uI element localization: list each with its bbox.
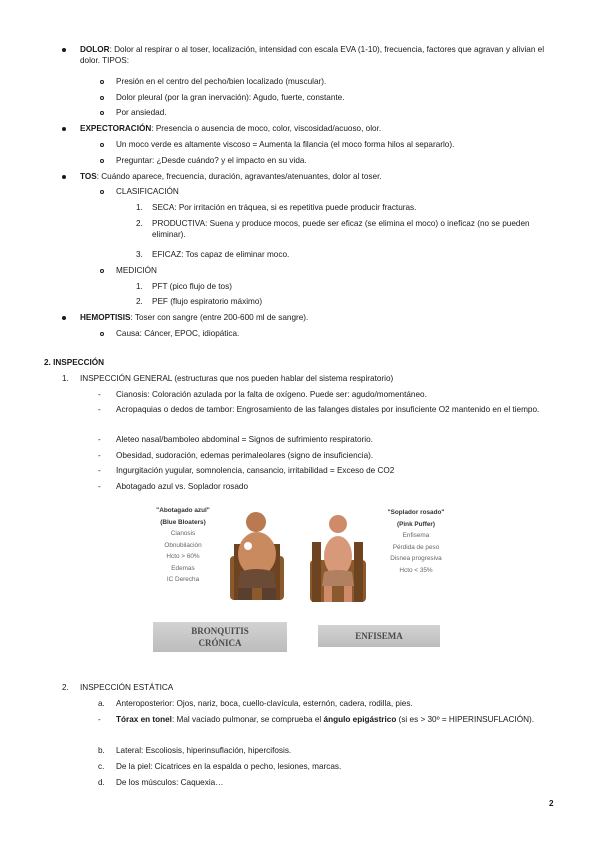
blue-bloater-line: Obnubilación bbox=[164, 541, 202, 549]
torax-tonel-text: : Mal vaciado pulmonar, se comprueba el bbox=[171, 715, 324, 724]
circle-bullet bbox=[100, 111, 104, 115]
pink-puffer-caption bbox=[374, 507, 458, 576]
blue-bloater-line: IC Derecha bbox=[166, 576, 200, 583]
circle-bullet bbox=[100, 80, 104, 84]
circle-bullet bbox=[100, 143, 104, 147]
enfisema-banner bbox=[318, 625, 440, 647]
blue-bloater-panel bbox=[140, 498, 290, 660]
dash-marker: - bbox=[98, 451, 101, 460]
list-marker: d. bbox=[98, 778, 105, 787]
dash-marker: - bbox=[98, 482, 101, 491]
dolor-tipo-3: Por ansiedad. bbox=[116, 108, 167, 117]
blue-bloater-caption bbox=[142, 505, 224, 586]
list-marker: a. bbox=[98, 699, 105, 708]
list-number: 2. bbox=[136, 297, 143, 306]
bullet-expectoracion bbox=[62, 127, 66, 131]
circle-bullet bbox=[100, 269, 104, 273]
hemoptisis-causa: Causa: Cáncer, EPOC, idiopática. bbox=[116, 329, 240, 338]
blue-bloater-line: Cianosis bbox=[170, 530, 196, 537]
tos-text: : Cuándo aparece, frecuencia, duración, agravantes/atenuantes, dolor al toser. bbox=[96, 172, 382, 181]
dash-marker: - bbox=[98, 405, 101, 414]
comparison-figure bbox=[140, 498, 458, 660]
blue-bloater-line: Edemas bbox=[171, 564, 195, 572]
bronquitis-cronica-banner bbox=[153, 622, 287, 652]
tos-clasificacion-label: CLASIFICACIÓN bbox=[116, 187, 179, 196]
estatica-item-anteroposterior: Anteroposterior: Ojos, nariz, boca, cuello-clavícula, esternón, cadera, rodilla, pies. bbox=[116, 699, 413, 708]
angulo-epigastrico-term: ángulo epigástrico bbox=[323, 715, 397, 724]
general-item-obesidad: Obesidad, sudoración, edemas perimaleolares (signo de insuficiencia). bbox=[116, 451, 374, 460]
general-item-acropaquias: Acropaquias o dedos de tambor: Engrosamiento de las falanges distales por insuficiente O2 mantenido en el tiempo. bbox=[116, 405, 540, 414]
circle-bullet bbox=[100, 190, 104, 194]
list-number: 1. bbox=[136, 203, 143, 212]
hemoptisis-text: : Toser con sangre (entre 200-600 ml de sangre). bbox=[130, 313, 309, 322]
pink-puffer-panel bbox=[302, 498, 458, 660]
inspeccion-estatica-title: INSPECCIÓN ESTÁTICA bbox=[80, 683, 174, 692]
expectoracion-paragraph bbox=[80, 123, 381, 134]
blue-bloater-title: "Abotagado azul" bbox=[156, 507, 210, 514]
pink-puffer-subtitle: (Pink Puffer) bbox=[397, 520, 435, 528]
page-number: 2 bbox=[549, 799, 554, 808]
dolor-paragraph bbox=[80, 44, 558, 66]
tos-clasificacion-3: EFICAZ: Tos capaz de eliminar moco. bbox=[152, 250, 290, 259]
pink-puffer-line: Enfisema bbox=[402, 532, 430, 539]
bullet-hemoptisis bbox=[62, 316, 66, 320]
pink-puffer-title: "Soplador rosado" bbox=[387, 509, 445, 516]
general-item-aleteo: Aleteo nasal/bamboleo abdominal = Signos de sufrimiento respiratorio. bbox=[116, 435, 373, 444]
pink-puffer-line: Pérdida de peso bbox=[392, 543, 440, 551]
list-marker: c. bbox=[98, 762, 105, 771]
dolor-tipo-1: Presión en el centro del pecho/bien localizado (muscular). bbox=[116, 77, 327, 86]
dolor-text: : Dolor al respirar o al toser, localización, intensidad con escala EVA (1-10), frecuencia, factores que agravan y alivian el dolor. TIPOS: bbox=[80, 45, 545, 65]
expectoracion-item-1: Un moco verde es altamente viscoso = Aumenta la filancia (el moco forma hilos al separarlo). bbox=[116, 140, 455, 149]
dash-marker: - bbox=[98, 435, 101, 444]
blue-bloater-line: Hcto > 60% bbox=[166, 553, 200, 560]
banner-line: CRÓNICA bbox=[198, 638, 242, 648]
dolor-tipo-2: Dolor pleural (por la gran inervación): Agudo, fuerte, constante. bbox=[116, 93, 345, 102]
dolor-term: DOLOR bbox=[80, 45, 110, 54]
estatica-item-torax-tonel bbox=[116, 714, 536, 725]
tos-medicion-1: PFT (pico flujo de tos) bbox=[152, 282, 232, 291]
estatica-item-musculos: De los músculos: Caquexia… bbox=[116, 778, 224, 787]
bullet-dolor bbox=[62, 48, 66, 52]
pink-puffer-line: Hcto < 35% bbox=[399, 566, 433, 574]
list-number: 1. bbox=[136, 282, 143, 291]
blue-bloater-illustration bbox=[224, 504, 290, 604]
expectoracion-item-2: Preguntar: ¿Desde cuándo? y el impacto en su vida. bbox=[116, 156, 307, 165]
tos-clasificacion-1: SECA: Por irritación en tráquea, si es repetitiva puede producir fracturas. bbox=[152, 203, 417, 212]
section-heading-inspeccion: 2. INSPECCIÓN bbox=[44, 358, 105, 367]
tos-clasificacion-2: PRODUCTIVA: Suena y produce mocos, puede ser eficaz (se elimina el moco) o ineficaz (no se pueden eliminar). bbox=[152, 219, 530, 239]
list-marker: - bbox=[98, 715, 101, 724]
circle-bullet bbox=[100, 96, 104, 100]
list-marker: b. bbox=[98, 746, 105, 755]
banner-line: BRONQUITIS bbox=[191, 626, 249, 636]
general-item-cianosis: Cianosis: Coloración azulada por la falta de oxígeno. Puede ser: agudo/momentáneo. bbox=[116, 390, 427, 399]
dash-marker: - bbox=[98, 390, 101, 399]
inspeccion-general-title: INSPECCIÓN GENERAL (estructuras que nos pueden hablar del sistema respiratorio) bbox=[80, 374, 394, 383]
hemoptisis-term: HEMOPTISIS bbox=[80, 313, 131, 322]
general-item-ingurgitacion: Ingurgitación yugular, somnolencia, cansancio, irritabilidad = Exceso de CO2 bbox=[116, 466, 395, 475]
expectoracion-text: : Presencia o ausencia de moco, color, viscosidad/acuoso, olor. bbox=[151, 124, 382, 133]
general-item-abotagado: Abotagado azul vs. Soplador rosado bbox=[116, 482, 248, 491]
list-number: 3. bbox=[136, 250, 143, 259]
banner-line: ENFISEMA bbox=[355, 631, 403, 641]
circle-bullet bbox=[100, 159, 104, 163]
torax-tonel-term: Tórax en tonel bbox=[116, 715, 172, 724]
bullet-tos bbox=[62, 175, 66, 179]
list-number: 1. bbox=[62, 374, 69, 383]
dash-marker: - bbox=[98, 466, 101, 475]
hemoptisis-paragraph bbox=[80, 312, 308, 323]
blue-bloater-subtitle: (Blue Bloaters) bbox=[160, 518, 206, 526]
pink-puffer-line: Disnea progresiva bbox=[390, 555, 442, 562]
tos-paragraph bbox=[80, 171, 382, 182]
torax-tonel-end: (si es > 30º = HIPERINSUFLACIÓN). bbox=[396, 715, 534, 724]
tos-medicion-2: PEF (flujo espiratorio máximo) bbox=[152, 297, 263, 306]
list-number: 2. bbox=[136, 219, 143, 228]
estatica-item-piel: De la piel: Cicatrices en la espalda o pecho, lesiones, marcas. bbox=[116, 762, 342, 771]
tos-term: TOS bbox=[80, 172, 97, 181]
list-number: 2. bbox=[62, 683, 69, 692]
estatica-item-lateral: Lateral: Escoliosis, hiperinsuflación, hipercifosis. bbox=[116, 746, 292, 755]
circle-bullet bbox=[100, 332, 104, 336]
tos-medicion-label: MEDICIÓN bbox=[116, 266, 157, 275]
expectoracion-term: EXPECTORACIÓN bbox=[80, 124, 152, 133]
pink-puffer-illustration bbox=[302, 506, 374, 606]
